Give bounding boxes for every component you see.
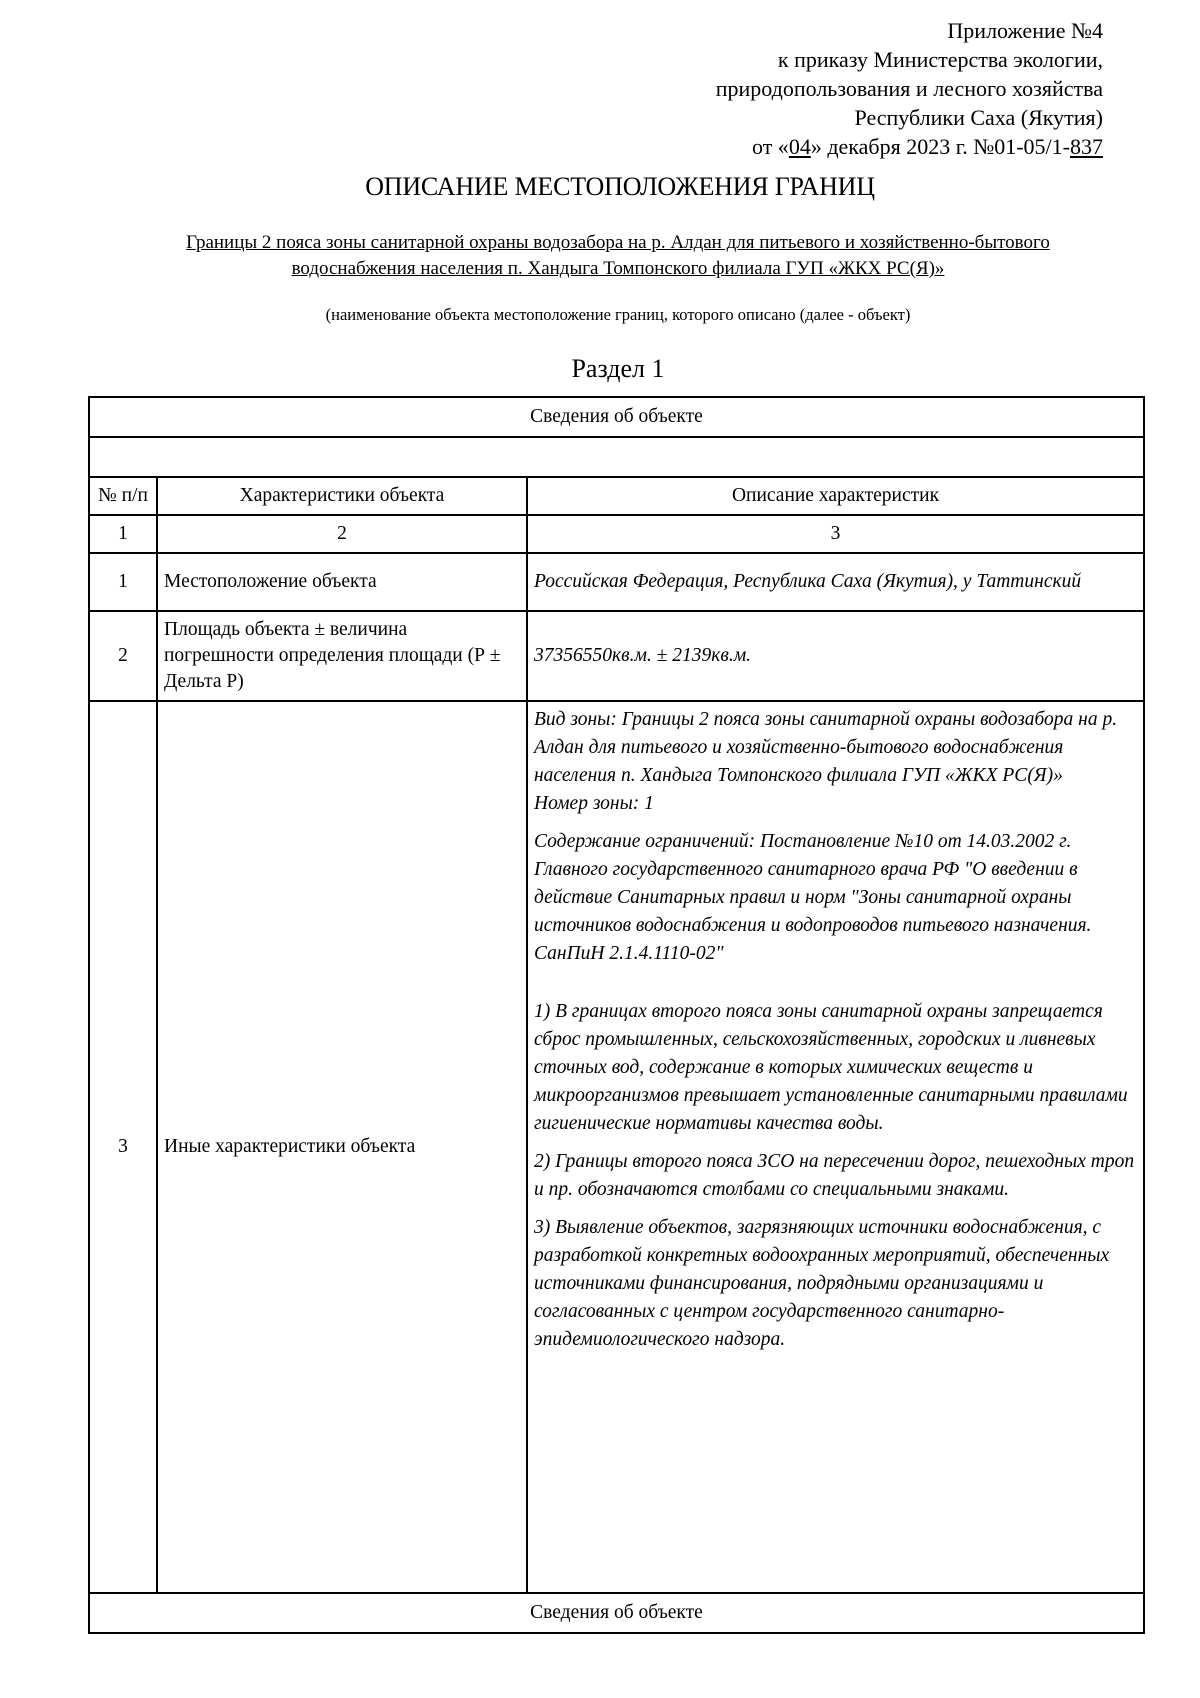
document-title: ОПИСАНИЕ МЕСТОПОЛОЖЕНИЯ ГРАНИЦ	[365, 172, 875, 201]
row-3-name: Иные характеристики объекта	[157, 701, 527, 1593]
column-number-2: 2	[157, 515, 527, 553]
table-top-header-row	[89, 397, 1144, 437]
section-title: Раздел 1	[571, 354, 665, 383]
column-header-number: № п/п	[89, 477, 157, 515]
header-date-line	[403, 132, 1103, 161]
row-2-value: 37356550кв.м. ± 2139кв.м.	[527, 611, 1144, 701]
zone-number: Номер зоны: 1	[534, 793, 654, 814]
header-line-3: природопользования и лесного хозяйства	[715, 76, 1103, 101]
date-middle: » декабря 2023 г. №01-05/1-	[810, 134, 1070, 159]
object-info-table	[88, 396, 1145, 1634]
table-bottom-header: Сведения об объекте	[89, 1593, 1144, 1633]
column-number-1: 1	[89, 515, 157, 553]
object-name-line-1: Границы 2 пояса зоны санитарной охраны водозабора на р. Алдан для питьевого и хозяйственно-бытового	[186, 232, 1050, 253]
table-empty-row	[89, 437, 1144, 477]
table-row	[89, 611, 1144, 701]
table-row	[89, 701, 1144, 1593]
row-1-value: Российская Федерация, Республика Саха (Якутия), у Таттинский	[527, 553, 1144, 611]
header-line-4: Республики Саха (Якутия)	[854, 105, 1103, 130]
column-header-characteristic: Характеристики объекта	[157, 477, 527, 515]
restrictions-content: Содержание ограничений: Постановление №10 от 14.03.2002 г. Главного государственного санитарного врача РФ "О введении в действие Санитарных правил и норм "Зоны санитарной охраны источников водоснабжения и водопроводов питьевого назначения. СанПиН 2.1.4.1110-02"	[534, 831, 1092, 964]
table-row	[89, 553, 1144, 611]
row-1-name: Местоположение объекта	[157, 553, 527, 611]
column-header-description: Описание характеристик	[527, 477, 1144, 515]
zone-type: Вид зоны: Границы 2 пояса зоны санитарной охраны водозабора на р. Алдан для питьевого и хозяйственно-бытового водоснабжения населения п. Хандыга Томпонского филиала ГУП «ЖКХ РС(Я)»	[534, 709, 1118, 786]
object-name-caption: (наименование объекта местоположение границ, которого описано (далее - объект)	[325, 305, 911, 324]
row-2-number: 2	[89, 611, 157, 701]
table-bottom-header-row	[89, 1593, 1144, 1633]
row-1-number: 1	[89, 553, 157, 611]
date-day: 04	[788, 134, 811, 159]
date-prefix: от «	[751, 134, 789, 159]
restriction-item-2: 2) Границы второго пояса ЗСО на пересечении дорог, пешеходных троп и пр. обозначаются столбами со специальными знаками.	[534, 1151, 1135, 1200]
order-number: 837	[1070, 134, 1103, 159]
header-line-1: Приложение №4	[947, 18, 1103, 43]
row-3-value	[527, 701, 1144, 1593]
restriction-item-3: 3) Выявление объектов, загрязняющих источники водоснабжения, с разработкой конкретных водоохранных мероприятий, обеспеченных источниками финансирования, подрядными организациями и согласованных с центром государственного санитарно-эпидемиологического надзора.	[534, 1217, 1110, 1350]
row-2-name: Площадь объекта ± величина погрешности определения площади (Р ± Дельта Р)	[157, 611, 527, 701]
row-3-number: 3	[89, 701, 157, 1593]
document-header	[403, 16, 1103, 161]
table-top-header: Сведения об объекте	[89, 397, 1144, 437]
object-name	[88, 230, 1148, 282]
table-column-headers	[89, 477, 1144, 515]
header-line-2: к приказу Министерства экологии,	[777, 47, 1103, 72]
table-empty-cell	[89, 437, 1144, 477]
restriction-item-1: 1) В границах второго пояса зоны санитарной охраны запрещается сброс промышленных, сельскохозяйственных, городских и ливневых сточных вод, содержание в которых химических веществ и микроорганизмов превышает установленные санитарными правилами гигиенические нормативы качества воды.	[534, 1001, 1128, 1134]
object-name-line-2: водоснабжения населения п. Хандыга Томпонского филиала ГУП «ЖКХ РС(Я)»	[291, 258, 945, 279]
table-column-numbers	[89, 515, 1144, 553]
column-number-3: 3	[527, 515, 1144, 553]
